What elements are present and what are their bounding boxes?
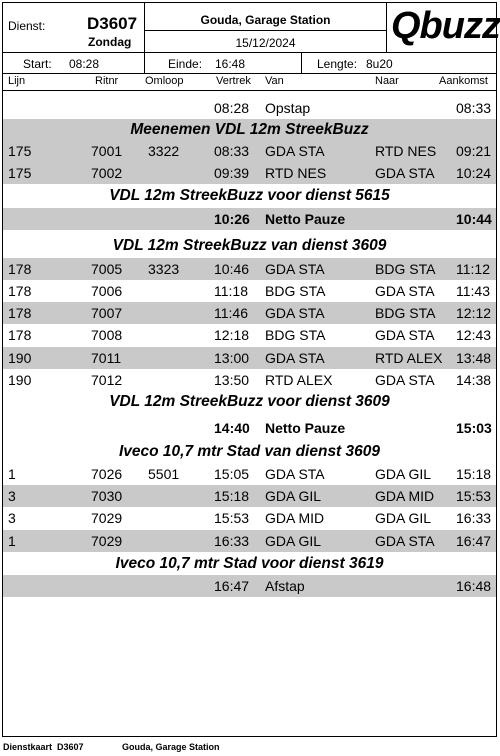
schedule-row xyxy=(3,140,496,162)
qbuzz-logo: Qbuzz xyxy=(391,5,500,47)
schedule-row xyxy=(3,463,496,485)
schedule-row xyxy=(3,369,496,391)
col-van: Van xyxy=(265,75,284,87)
cell-van: Opstap xyxy=(265,100,311,116)
schedule-row xyxy=(3,302,496,324)
cell-naar: GDA MID xyxy=(375,488,435,504)
schedule-row xyxy=(3,258,496,280)
cell-omloop: 5501 xyxy=(148,466,180,482)
cell-ritnr: 7005 xyxy=(91,261,123,277)
cell-vertrek: 12:18 xyxy=(214,327,250,343)
cell-aankomst: 16:47 xyxy=(456,533,492,549)
cell-van: GDA STA xyxy=(265,261,325,277)
einde-value: 16:48 xyxy=(215,57,246,71)
cell-aankomst: 16:33 xyxy=(456,510,492,526)
cell-van: RTD NES xyxy=(265,165,327,181)
schedule-row xyxy=(3,575,496,597)
cell-van: Netto Pauze xyxy=(265,211,346,227)
cell-ritnr: 7001 xyxy=(91,143,123,159)
cell-omloop: 3323 xyxy=(148,261,180,277)
cell-aankomst: 15:03 xyxy=(456,420,492,436)
footer-right: Gouda, Garage Station xyxy=(122,742,220,752)
section-header: VDL 12m StreekBuzz voor dienst 3609 xyxy=(109,393,390,410)
schedule-row xyxy=(3,162,496,184)
cell-van: GDA STA xyxy=(265,350,325,366)
cell-aankomst: 10:24 xyxy=(456,165,492,181)
cell-vertrek: 10:46 xyxy=(214,261,250,277)
cell-vertrek: 15:05 xyxy=(214,466,250,482)
cell-omloop: 3322 xyxy=(148,143,180,159)
cell-lijn: 190 xyxy=(8,372,32,388)
cell-aankomst: 12:43 xyxy=(456,327,492,343)
cell-naar: GDA STA xyxy=(375,283,435,299)
lengte-label: Lengte: xyxy=(317,57,358,71)
cell-van: BDG STA xyxy=(265,327,326,343)
cell-naar: GDA STA xyxy=(375,165,435,181)
cell-naar: GDA GIL xyxy=(375,466,432,482)
cell-naar: BDG STA xyxy=(375,261,436,277)
cell-lijn: 1 xyxy=(8,533,16,549)
cell-lijn: 190 xyxy=(8,350,32,366)
cell-vertrek: 16:33 xyxy=(214,533,250,549)
cell-aankomst: 10:44 xyxy=(456,211,492,227)
section-header: Meenemen VDL 12m StreekBuzz xyxy=(3,119,496,141)
date-label: 15/12/2024 xyxy=(235,36,296,50)
cell-vertrek: 16:47 xyxy=(214,578,250,594)
col-vertrek: Vertrek xyxy=(216,75,251,87)
col-lijn: Lijn xyxy=(8,75,26,87)
cell-aankomst: 16:48 xyxy=(456,578,492,594)
cell-vertrek: 15:53 xyxy=(214,510,250,526)
cell-ritnr: 7029 xyxy=(91,510,123,526)
cell-naar: GDA STA xyxy=(375,372,435,388)
cell-naar: RTD NES xyxy=(375,143,437,159)
cell-ritnr: 7030 xyxy=(91,488,123,504)
dienstkaart xyxy=(2,2,500,752)
start-value: 08:28 xyxy=(69,57,100,71)
cell-lijn: 175 xyxy=(8,143,32,159)
cell-lijn: 178 xyxy=(8,261,32,277)
cell-aankomst: 15:18 xyxy=(456,466,492,482)
cell-aankomst: 12:12 xyxy=(456,305,492,321)
cell-vertrek: 13:00 xyxy=(214,350,250,366)
dienst-number: D3607 xyxy=(87,14,138,33)
cell-naar: BDG STA xyxy=(375,305,436,321)
cell-ritnr: 7012 xyxy=(91,372,123,388)
schedule-row xyxy=(3,347,496,369)
cell-lijn: 3 xyxy=(8,488,16,504)
location-title: Gouda, Garage Station xyxy=(200,13,331,27)
cell-lijn: 178 xyxy=(8,283,32,299)
header xyxy=(3,3,500,74)
cell-vertrek: 11:18 xyxy=(214,283,248,299)
cell-van: Netto Pauze xyxy=(265,420,346,436)
section-header: Iveco 10,7 mtr Stad van dienst 3609 xyxy=(118,443,381,460)
cell-van: RTD ALEX xyxy=(265,372,333,388)
schedule-row xyxy=(3,507,496,529)
cell-van: GDA STA xyxy=(265,466,325,482)
cell-aankomst: 09:21 xyxy=(456,143,492,159)
column-headers xyxy=(3,74,496,91)
cell-vertrek: 15:18 xyxy=(214,488,250,504)
cell-ritnr: 7002 xyxy=(91,165,123,181)
cell-aankomst: 14:38 xyxy=(456,372,492,388)
cell-vertrek: 09:39 xyxy=(214,165,250,181)
cell-naar: GDA GIL xyxy=(375,510,432,526)
cell-lijn: 178 xyxy=(8,327,32,343)
cell-vertrek: 08:28 xyxy=(214,100,250,116)
section-header: Iveco 10,7 mtr Stad voor dienst 3619 xyxy=(115,555,384,572)
cell-ritnr: 7007 xyxy=(91,305,123,321)
section-header: VDL 12m StreekBuzz van dienst 3609 xyxy=(112,237,387,254)
cell-van: GDA STA xyxy=(265,305,325,321)
cell-ritnr: 7026 xyxy=(91,466,123,482)
lengte-value: 8u20 xyxy=(366,57,393,71)
schedule-row xyxy=(3,97,496,119)
cell-aankomst: 08:33 xyxy=(456,100,492,116)
schedule-row xyxy=(3,530,496,552)
cell-ritnr: 7029 xyxy=(91,533,123,549)
start-label: Start: xyxy=(23,57,52,71)
schedule-row xyxy=(3,417,496,439)
cell-ritnr: 7011 xyxy=(91,350,122,366)
cell-lijn: 1 xyxy=(8,466,16,482)
cell-ritnr: 7006 xyxy=(91,283,123,299)
cell-aankomst: 13:48 xyxy=(456,350,492,366)
col-omloop: Omloop xyxy=(145,75,184,87)
col-ritnr: Ritnr xyxy=(95,75,119,87)
cell-vertrek: 08:33 xyxy=(214,143,250,159)
col-aankomst: Aankomst xyxy=(439,75,488,87)
col-naar: Naar xyxy=(375,75,399,87)
section-header: VDL 12m StreekBuzz voor dienst 5615 xyxy=(109,187,390,204)
cell-naar: GDA STA xyxy=(375,327,435,343)
dienst-label: Dienst: xyxy=(8,19,46,33)
einde-label: Einde: xyxy=(168,57,203,71)
cell-van: BDG STA xyxy=(265,283,326,299)
cell-vertrek: 11:46 xyxy=(214,305,248,321)
cell-vertrek: 10:26 xyxy=(214,211,250,227)
schedule-row xyxy=(3,280,496,302)
cell-ritnr: 7008 xyxy=(91,327,123,343)
cell-van: GDA MID xyxy=(265,510,325,526)
cell-vertrek: 14:40 xyxy=(214,420,250,436)
cell-naar: GDA STA xyxy=(375,533,435,549)
cell-lijn: 175 xyxy=(8,165,32,181)
cell-naar: RTD ALEX xyxy=(375,350,443,366)
cell-vertrek: 13:50 xyxy=(214,372,250,388)
cell-aankomst: 11:12 xyxy=(456,261,490,277)
cell-aankomst: 11:43 xyxy=(456,283,490,299)
cell-lijn: 3 xyxy=(8,510,16,526)
cell-van: Afstap xyxy=(265,578,305,594)
schedule-row xyxy=(3,324,496,346)
cell-van: GDA GIL xyxy=(265,488,322,504)
cell-aankomst: 15:53 xyxy=(456,488,492,504)
schedule-row xyxy=(3,208,496,230)
schedule-row xyxy=(3,485,496,507)
footer-left: Dienstkaart D3607 xyxy=(3,742,84,752)
cell-van: GDA STA xyxy=(265,143,325,159)
day-label: Zondag xyxy=(88,35,132,49)
cell-van: GDA GIL xyxy=(265,533,322,549)
cell-lijn: 178 xyxy=(8,305,32,321)
